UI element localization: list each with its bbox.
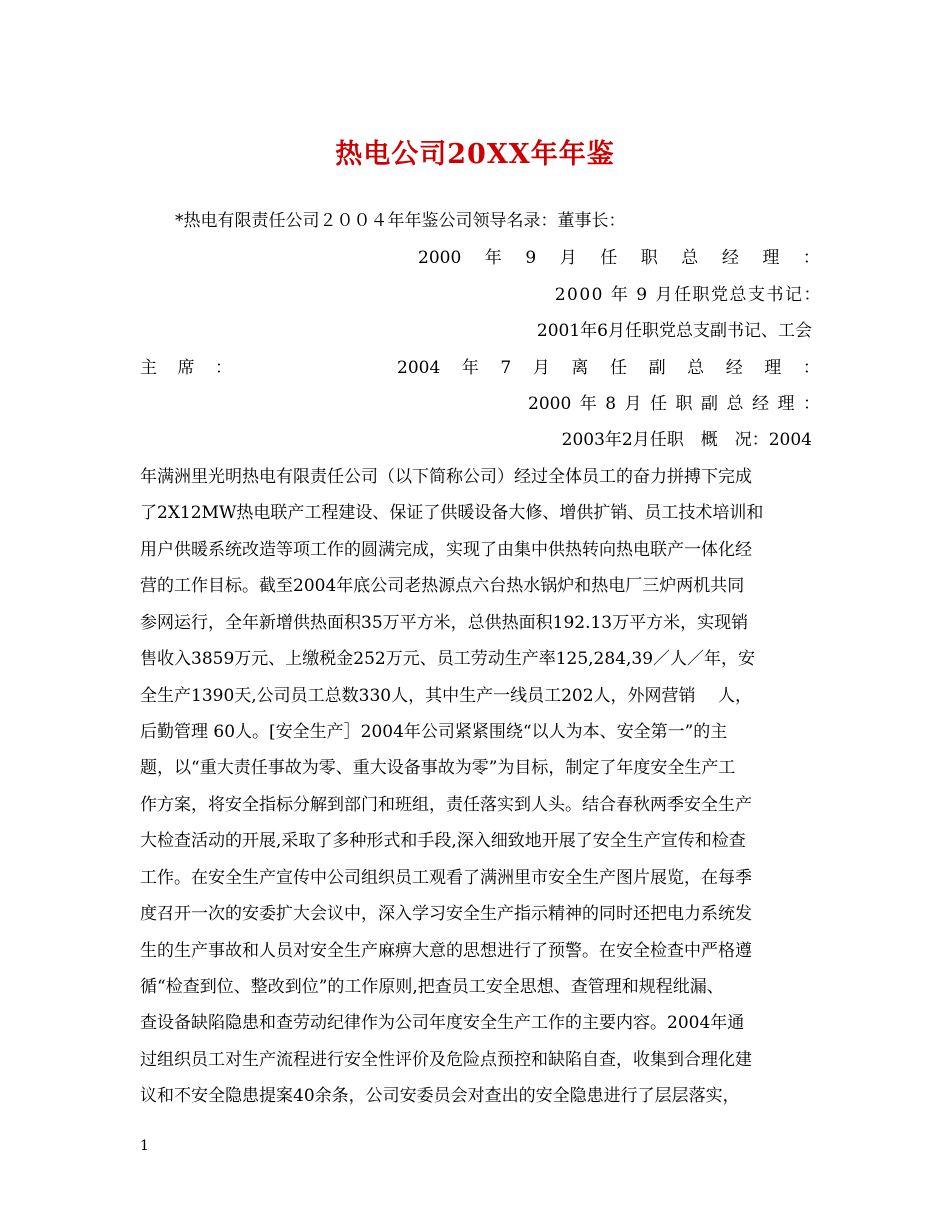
body-line: 营的工作目标。截至2004年底公司老热源点六台热水锅炉和热电厂三炉两机共同 [140, 576, 745, 596]
leader-line-token: 2004 [397, 358, 441, 378]
leader-line-token: 任 [609, 358, 627, 378]
leader-line-token: 经 [725, 358, 743, 378]
leader-line-6: 2003年2月任职 概 况：2004 [561, 430, 812, 450]
leader-line-2: 2000 年 9 月任职党总支书记： [554, 285, 822, 305]
leader-line-token: 年 [461, 358, 479, 378]
leader-line-token: 席 [177, 358, 195, 378]
leader-line-token: 月 [532, 358, 550, 378]
leader-line-token: 副 [701, 394, 718, 414]
leader-line-token: ： [802, 394, 820, 414]
body-line: 工作。在安全生产宣传中公司组织员工观看了满洲里市安全生产图片展览，在每季 [140, 868, 752, 888]
leader-line-token: 月 [624, 394, 642, 414]
leader-line-token: 任 [650, 394, 668, 414]
body-line: 议和不安全隐患提案40余条，公司安委员会对查出的安全隐患进行了层层落实， [140, 1086, 740, 1106]
leader-line-token: 理 [762, 248, 780, 268]
page-title: 热电公司20XX年年鉴 [335, 139, 615, 170]
leader-line-4-left [140, 357, 232, 379]
body-line: 生的生产事故和人员对安全生产麻痹大意的思想进行了预警。在安全检查中严格遵 [140, 941, 752, 961]
leader-line-token: ： [802, 248, 820, 268]
leader-line-token: 任 [600, 248, 618, 268]
leader-line-token: 理 [777, 394, 795, 414]
leader-line-token: ： [215, 358, 232, 378]
leader-line-token: 2000 [418, 248, 462, 268]
page-number: 1 [140, 1138, 149, 1154]
body-line: 全生产1390天,公司员工总数330人，其中生产一线员工202人，外网营销 人， [140, 686, 752, 706]
leader-line-token: 职 [675, 394, 693, 414]
leader-line-3: 2001年6月任职党总支副书记、工会 [536, 321, 812, 341]
body-line: 用户供暖系统改造等项工作的圆满完成，实现了由集中供热转向热电联产一体化经 [140, 540, 752, 560]
intro-line: *热电有限责任公司２００４年年鉴公司领导名录：董事长： [175, 211, 626, 231]
leader-line-1 [418, 247, 820, 269]
leader-line-token: 2000 [528, 394, 572, 414]
leader-line-5 [528, 393, 820, 415]
leader-line-token: 年 [579, 394, 597, 414]
leader-line-token: 8 [605, 394, 617, 414]
body-line: 作方案，将安全指标分解到部门和班组，责任落实到人头。结合春秋两季安全生产 [140, 795, 752, 815]
leader-line-token: ： [802, 358, 820, 378]
leader-line-token: 总 [681, 248, 699, 268]
leader-line-token: 总 [726, 394, 744, 414]
leader-line-token: 职 [640, 248, 658, 268]
leader-line-token: 7 [500, 358, 512, 378]
leader-line-token: 离 [571, 358, 589, 378]
body-line: 参网运行，全年新增供热面积35万平方米，总供热面积192.13万平方米，实现销 [140, 613, 749, 633]
leader-line-token: 副 [648, 358, 666, 378]
body-line: 了2X12MW热电联产工程建设、保证了供暖设备大修、增供扩销、员工技术培训和 [140, 503, 764, 523]
body-line: 年满洲里光明热电有限责任公司（以下简称公司）经过全体员工的奋力拼搏下完成 [140, 467, 752, 487]
leader-line-token: 理 [764, 358, 782, 378]
body-line: 过组织员工对生产流程进行安全性评价及危险点预控和缺陷自查，收集到合理化建 [140, 1050, 752, 1070]
body-line: 售收入3859万元、上缴税金252万元、员工劳动生产率125,284,39／人／年，安 [140, 649, 756, 669]
leader-line-token: 年 [484, 248, 502, 268]
leader-line-token: 主 [140, 358, 157, 378]
leader-line-token: 9 [525, 248, 537, 268]
body-line: 查设备缺陷隐患和查劳动纪律作为公司年度安全生产工作的主要内容。2004年通 [140, 1013, 745, 1033]
leader-line-token: 经 [721, 248, 739, 268]
leader-line-token: 经 [751, 394, 769, 414]
body-line: 题，以“重大责任事故为零、重大设备事故为零”为目标，制定了年度安全生产工 [140, 758, 736, 778]
leader-line-token: 月 [559, 248, 577, 268]
leader-line-4-right [397, 357, 820, 379]
body-line: 循“检查到位、整改到位”的工作原则,把查员工安全思想、查管理和规程纰漏、 [140, 977, 724, 997]
body-line: 后勤管理 60人。[安全生产］2004年公司紧紧围绕“以人为本、安全第一”的主 [140, 722, 728, 742]
body-line: 度召开一次的安委扩大会议中，深入学习安全生产指示精神的同时还把电力系统发 [140, 904, 752, 924]
leader-line-token: 总 [687, 358, 705, 378]
body-line: 大检查活动的开展,采取了多种形式和手段,深入细致地开展了安全生产宣传和检查 [140, 831, 746, 851]
